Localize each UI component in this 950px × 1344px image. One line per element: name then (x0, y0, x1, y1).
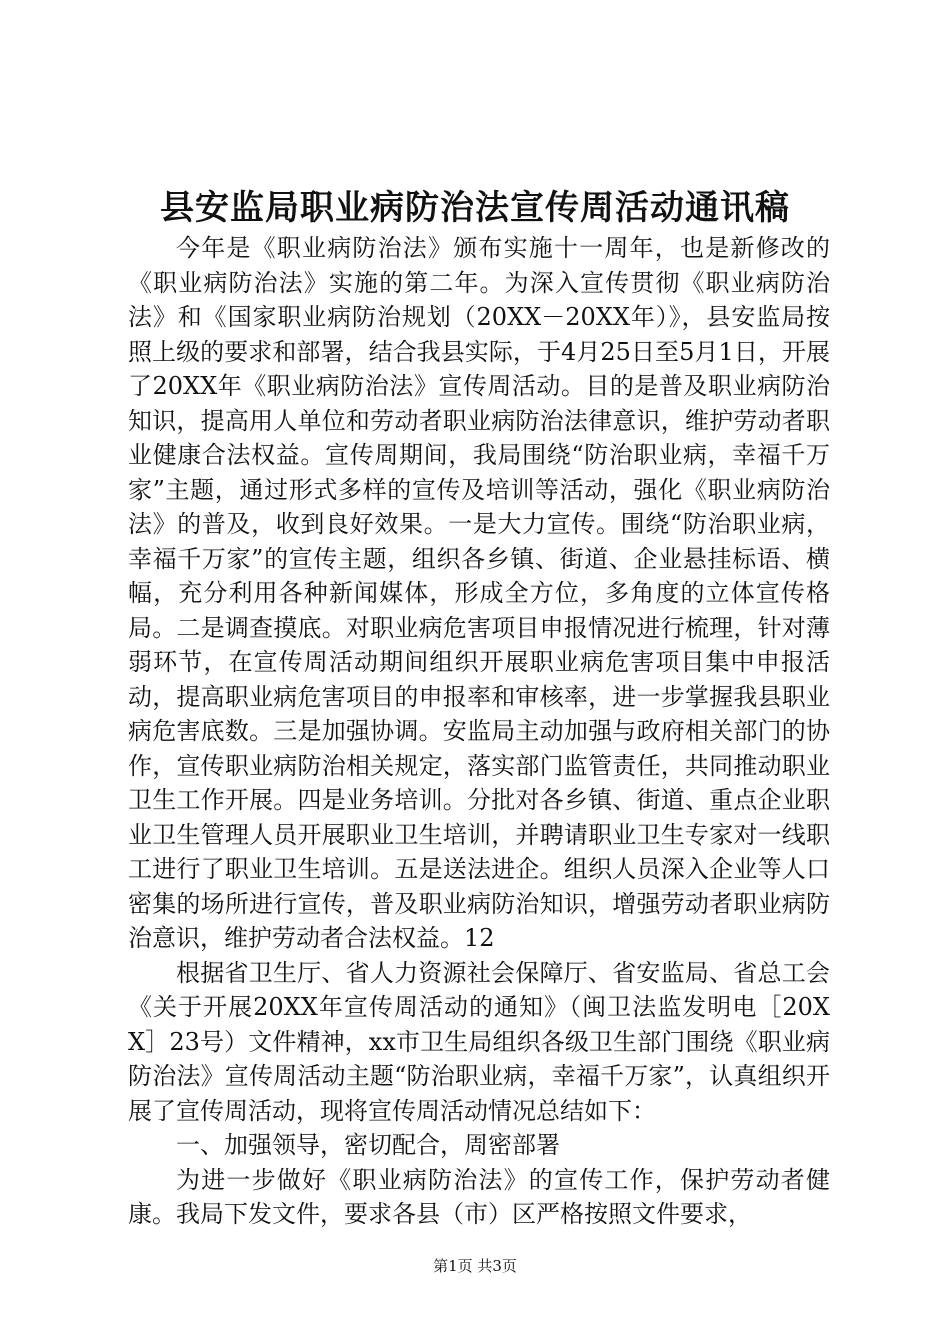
page-number-footer: 第1页 共3页 (433, 1257, 517, 1275)
section-heading: 一、加强领导，密切配合，周密部署 (176, 1131, 560, 1159)
document-body (128, 231, 830, 1232)
paragraph-section-one: 为进一步做好《职业病防治法》的宣传工作，保护劳动者健康。我局下发文件，要求各县（市）区严格按照文件要求， (128, 1165, 830, 1228)
document-title: 县安监局职业病防治法宣传周活动通讯稿 (160, 188, 790, 228)
paragraph-notice: 根据省卫生厅、省人力资源社会保障厅、省安监局、省总工会《关于开展20XX年宣传周活动的通知》（闽卫法监发明电［20XX］23号）文件精神，xx市卫生局组织各级卫生部门围绕《职业病防治法》宣传周活动主题“防治职业病，幸福千万家”，认真组织开展了宣传周活动，现将宣传周活动情况总结如下： (128, 958, 830, 1125)
paragraph-intro: 今年是《职业病防治法》颁布实施十一周年，也是新修改的《职业病防治法》实施的第二年。为深入宣传贯彻《职业病防治法》和《国家职业病防治规划（20XX－20XX年）》，县安监局按照上级的要求和部署，结合我县实际，于4月25日至5月1日，开展了20XX年《职业病防治法》宣传周活动。目的是普及职业病防治知识，提高用人单位和劳动者职业病防治法律意识，维护劳动者职业健康合法权益。宣传周期间，我局围绕“防治职业病，幸福千万家”主题，通过形式多样的宣传及培训等活动，强化《职业病防治法》的普及，收到良好效果。一是大力宣传。围绕“防治职业病，幸福千万家”的宣传主题，组织各乡镇、街道、企业悬挂标语、横幅，充分利用各种新闻媒体，形成全方位，多角度的立体宣传格局。二是调查摸底。对职业病危害项目申报情况进行梳理，针对薄弱环节，在宣传周活动期间组织开展职业病危害项目集中申报活动，提高职业病危害项目的申报率和审核率，进一步掌握我县职业病危害底数。三是加强协调。安监局主动加强与政府相关部门的协作，宣传职业病防治相关规定，落实部门监管责任，共同推动职业卫生工作开展。四是业务培训。分批对各乡镇、街道、重点企业职业卫生管理人员开展职业卫生培训，并聘请职业卫生专家对一线职工进行了职业卫生培训。五是送法进企。组织人员深入企业等人口密集的场所进行宣传，普及职业病防治知识，增强劳动者职业病防治意识，维护劳动者合法权益。12 (128, 234, 830, 952)
